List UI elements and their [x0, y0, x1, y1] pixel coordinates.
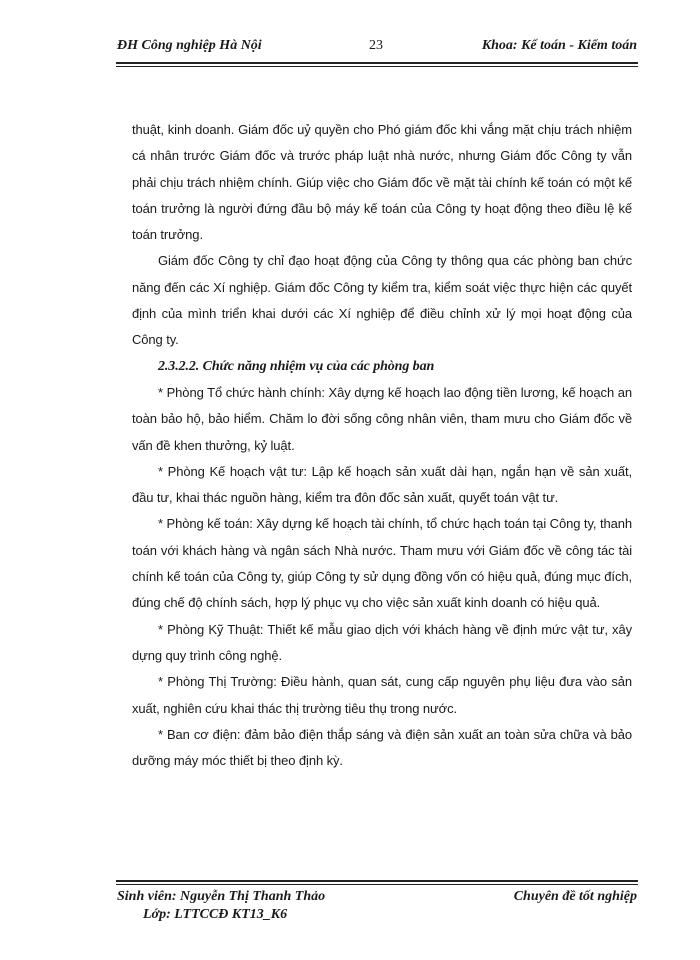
paragraph: * Phòng Tổ chức hành chính: Xây dựng kế hoạch lao động tiền lương, kế hoạch an toàn bảo hộ, bảo hiểm. Chăm lo đời sống công nhân viên, tham mưu cho Giám đốc về vấn đề khen thưởng, kỷ luật.	[132, 384, 632, 453]
header-rule-thin	[116, 66, 638, 67]
paragraph: Giám đốc Công ty chỉ đạo hoạt động của Công ty thông qua các phòng ban chức năng đến các Xí nghiệp. Giám đốc Công ty kiểm tra, kiểm soát việc thực hiện các quyết định của mình triển khai dưới các Xí nghiệp để điều chỉnh xử lý mọi hoạt động của Công ty.	[132, 253, 632, 348]
header-rule	[116, 62, 638, 64]
footer-rule-thin	[116, 884, 638, 885]
page-number: 23	[369, 38, 383, 53]
paragraph: * Phòng Kế hoạch vật tư: Lập kế hoạch sản xuất dài hạn, ngắn hạn về sản xuất, đầu tư, khai thác nguồn hàng, kiểm tra đôn đốc sản xuất, quyết toán vật tư.	[132, 463, 632, 506]
paragraph: thuật, kinh doanh. Giám đốc uỷ quyền cho Phó giám đốc khi vắng mặt chịu trách nhiệm cá nhân trước Giám đốc và trước pháp luật nhà nước, nhưng Giám đốc Công ty vẫn phải chịu trách nhiệm chính. Giúp việc cho Giám đốc về mặt tài chính kế toán có một kế toán trưởng là người đứng đầu bộ máy kế toán của Công ty hoạt động theo điều lệ kế toán trưởng.	[132, 122, 632, 243]
page-header	[117, 38, 637, 60]
footer-class: Lớp: LTTCCĐ KT13_K6	[143, 907, 288, 922]
header-department: Khoa: Kế toán - Kiểm toán	[481, 38, 637, 53]
header-school: ĐH Công nghiệp Hà Nội	[117, 38, 262, 53]
section-heading: 2.3.2.2. Chức năng nhiệm vụ của các phòng ban	[158, 358, 435, 374]
paragraph: * Phòng Kỹ Thuật: Thiết kế mẫu giao dịch với khách hàng về định mức vật tư, xây dựng quy trình công nghệ.	[132, 621, 632, 663]
footer-topic: Chuyên đề tốt nghiệp	[513, 889, 637, 904]
footer-student: Sinh viên: Nguyễn Thị Thanh Thảo	[117, 889, 326, 904]
paragraph: * Phòng Thị Trường: Điều hành, quan sát, cung cấp nguyên phụ liệu đưa vào sản xuất, nghiên cứu khai thác thị trường tiêu thụ trong nước.	[132, 674, 632, 716]
paragraph: * Ban cơ điện: đảm bảo điện thắp sáng và điện sản xuất an toàn sửa chữa và bảo dưỡng máy móc thiết bị theo định kỳ.	[132, 726, 632, 769]
paragraph: * Phòng kế toán: Xây dựng kế hoạch tài chính, tổ chức hạch toán tại Công ty, thanh toán với khách hàng và ngân sách Nhà nước. Tham mưu với Giám đốc về công tác tài chính kế toán của Công ty, giúp Công ty sử dụng đồng vốn có hiệu quả, đúng mục đích, đúng chế độ chính sách, hợp lý phục vụ cho việc sản xuất kinh doanh có hiệu quả.	[132, 516, 632, 611]
document-body	[132, 117, 632, 774]
footer-rule	[116, 880, 638, 882]
